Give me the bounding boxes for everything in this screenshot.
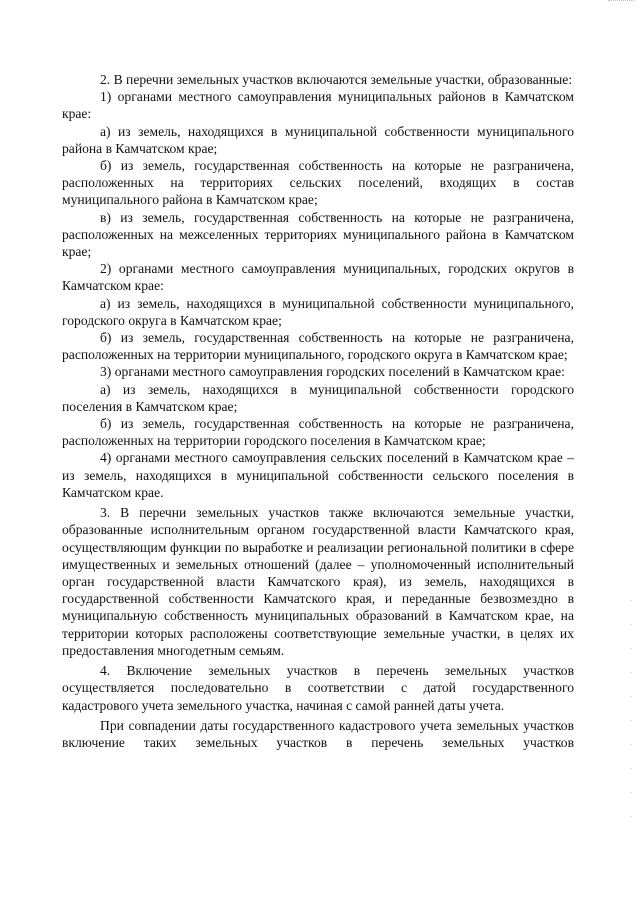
paragraph-subitem-1v: в) из земель, государственная собственность на которые не разграничена, расположенных на межселенных территориях муниципального района в Камчатском крае; (62, 209, 574, 260)
paragraph-subitem-4: 4) органами местного самоуправления сельских поселений в Камчатском крае – из земель, находящихся в муниципальной собственности сельского поселения в Камчатском крае. (62, 450, 574, 500)
scan-edge-mark (608, 0, 634, 3)
paragraph-item-3: 3. В перечни земельных участков также включаются земельные участки, образованные исполнительным органом государственной власти Камчатского края, осуществляющим функции по выработке и реализации региональной политики в сфере имущественных и земельных отношений (далее – уполномоченный исполнительный орган государственной власти Камчатского края), из земель, находящихся в государственной собственности Камчатского края, и переданные безвозмездно в муниципальную собственность муниципальных образований в Камчатском крае, на территории которых расположены соответствующие земельные участки, в целях их предоставления многодетным семьям. (62, 505, 574, 658)
paragraph-subitem-1a: а) из земель, находящихся в муниципальной собственности муниципального района в Камчатском крае; (62, 123, 574, 156)
paragraph-subitem-3b: б) из земель, государственная собственность на которые не разграничена, расположенных на территории городского поселения в Камчатском крае; (62, 416, 574, 449)
paragraph-item-4: 4. Включение земельных участков в перечень земельных участков осуществляется последовательно в соответствии с датой государственного кадастрового учета земельного участка, начиная с самой ранней даты учета. (62, 663, 574, 713)
paragraph-item-2: 2. В перечни земельных участков включаются земельные участки, образованные: (100, 72, 573, 87)
paragraph-subitem-2a: а) из земель, находящихся в муниципальной собственности муниципального, городского округа в Камчатском крае; (62, 295, 574, 328)
paragraph-subitem-3a: а) из земель, находящихся в муниципальной собственности городского поселения в Камчатском крае; (62, 381, 574, 414)
scan-margin-specks (630, 600, 632, 820)
document-page (62, 71, 574, 751)
paragraph-subitem-2b: б) из земель, государственная собственность на которые не разграничена, расположенных на территории муниципального, городского округа в Камчатском крае; (62, 330, 574, 363)
paragraph-subitem-1b: б) из земель, государственная собственность на которые не разграничена, расположенных на территориях сельских поселений, входящих в состав муниципального района в Камчатском крае; (62, 158, 574, 208)
paragraph-subitem-3: 3) органами местного самоуправления городских поселений в Камчатском крае: (100, 364, 565, 380)
paragraph-continuation: При совпадении даты государственного кадастрового учета земельных участков включение таких земельных участков в перечень земельных участков (62, 718, 574, 751)
paragraph-subitem-1: 1) органами местного самоуправления муниципальных районов в Камчатском крае: (62, 89, 574, 122)
paragraph-subitem-2: 2) органами местного самоуправления муниципальных, городских округов в Камчатском крае: (62, 261, 574, 294)
